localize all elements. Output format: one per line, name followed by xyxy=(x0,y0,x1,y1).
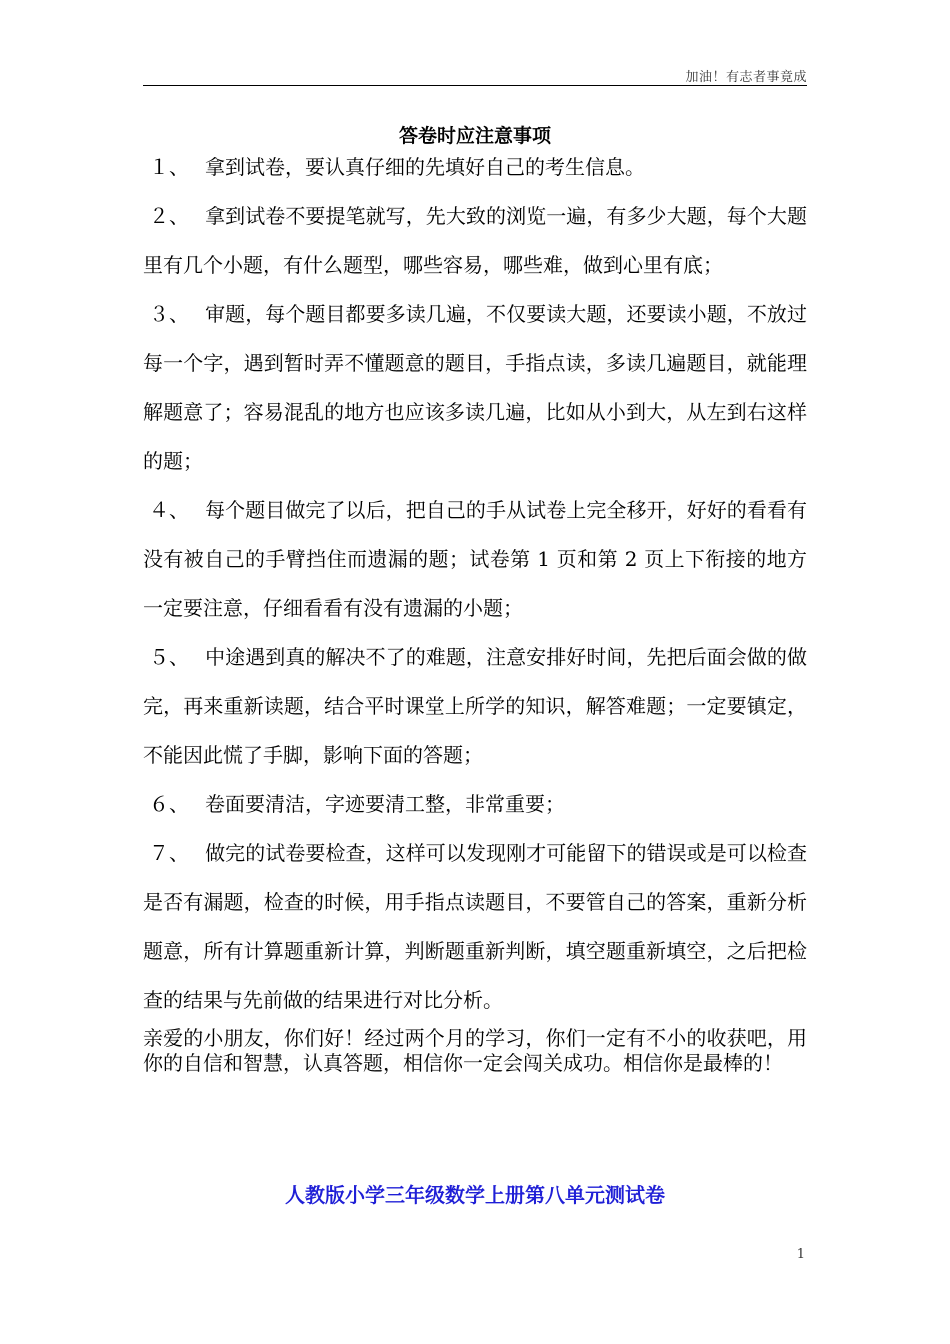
exam-title: 人教版小学三年级数学上册第八单元测试卷 xyxy=(285,1183,665,1207)
note-text: 中途遇到真的解决不了的难题，注意安排好时间，先把后面会做的做完，再来重新读题，结合平时课堂上所学的知识，解答难题；一定要镇定，不能因此慌了手脚，影响下面的答题； xyxy=(143,645,807,767)
greeting-paragraph: 亲爱的小朋友，你们好！经过两个月的学习，你们一定有不小的收获吧，用你的自信和智慧，认真答题，相信你一定会闯关成功。相信你是最棒的！ xyxy=(143,1026,807,1075)
notes-title: 答卷时应注意事项 xyxy=(398,125,551,147)
note-text: 拿到试卷不要提笔就写，先大致的浏览一遍，有多少大题，每个大题里有几个小题，有什么题型，哪些容易，哪些难，做到心里有底； xyxy=(143,204,807,277)
note-item-3 xyxy=(143,290,807,486)
note-number: ５、 xyxy=(149,645,189,669)
note-item-4 xyxy=(143,486,807,633)
page-number: 1 xyxy=(796,1247,805,1262)
header-motto: 加油！有志者事竟成 xyxy=(685,70,807,85)
notes-list xyxy=(143,143,807,1025)
note-number: ７、 xyxy=(149,841,189,865)
note-number: １、 xyxy=(149,155,189,179)
note-text: 做完的试卷要检查，这样可以发现刚才可能留下的错误或是可以检查是否有漏题，检查的时候，用手指点读题目，不要管自己的答案，重新分析题意，所有计算题重新计算，判断题重新判断，填空题重新填空，之后把检查的结果与先前做的结果进行对比分析。 xyxy=(143,841,807,1012)
note-text: 每个题目做完了以后，把自己的手从试卷上完全移开，好好的看看有没有被自己的手臂挡住而遗漏的题；试卷第 1 页和第 2 页上下衔接的地方一定要注意，仔细看看有没有遗漏的小题； xyxy=(143,498,807,620)
note-item-6 xyxy=(143,780,807,829)
note-text: 审题，每个题目都要多读几遍，不仅要读大题，还要读小题，不放过每一个字，遇到暂时弄不懂题意的题目，手指点读，多读几遍题目，就能理解题意了；容易混乱的地方也应该多读几遍，比如从小到大，从左到右这样的题； xyxy=(143,302,807,473)
note-number: ６、 xyxy=(149,792,189,816)
note-item-5 xyxy=(143,633,807,780)
header-rule xyxy=(143,85,807,86)
note-number: ３、 xyxy=(149,302,189,326)
note-number: ２、 xyxy=(149,204,189,228)
note-text: 卷面要清洁，字迹要清工整，非常重要； xyxy=(205,792,565,816)
note-item-7 xyxy=(143,829,807,1025)
note-item-2 xyxy=(143,192,807,290)
note-item-1 xyxy=(143,143,807,192)
note-text: 拿到试卷，要认真仔细的先填好自己的考生信息。 xyxy=(205,155,645,179)
note-number: ４、 xyxy=(149,498,189,522)
